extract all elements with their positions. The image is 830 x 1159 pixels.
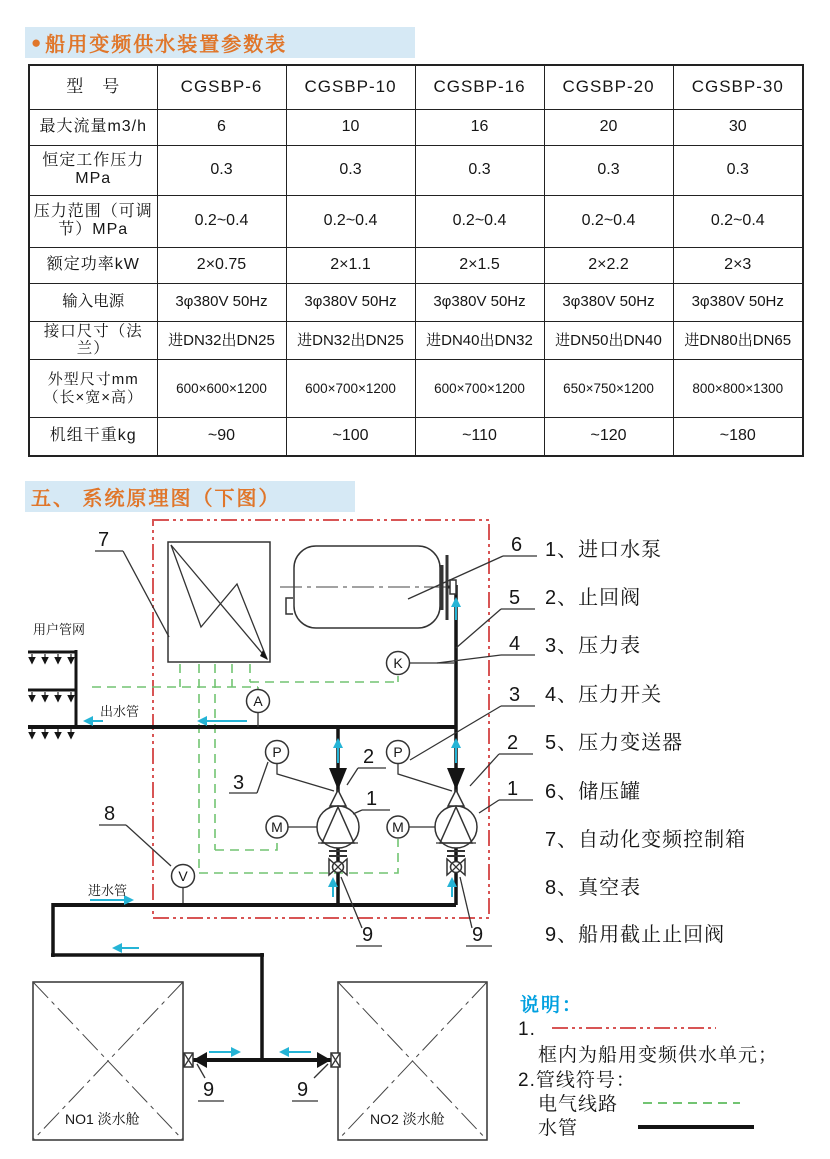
cell: 20 xyxy=(544,109,673,145)
col-header: CGSBP-20 xyxy=(544,65,673,109)
col-header: CGSBP-30 xyxy=(673,65,803,109)
callout-2-inner: 2 xyxy=(363,746,375,768)
row-label: 额定功率kW xyxy=(29,247,157,283)
vacuum-gauge-label: V xyxy=(178,868,188,884)
parameter-table xyxy=(28,64,804,457)
legend-item: 5、压力变送器 xyxy=(545,732,684,754)
callout-9-pump1: 9 xyxy=(362,924,374,946)
cell: 2×2.2 xyxy=(544,247,673,283)
pressure-gauge-label: P xyxy=(272,744,282,760)
user-network-label: 用户管网 xyxy=(33,622,86,637)
cell: 600×700×1200 xyxy=(286,360,415,418)
notes-item1-text: 框内为船用变频供水单元； xyxy=(538,1045,779,1066)
bullet-icon: ● xyxy=(31,32,42,52)
cell: 进DN80出DN65 xyxy=(673,321,803,360)
legend-item: 1、进口水泵 xyxy=(545,539,663,561)
col-header: CGSBP-16 xyxy=(415,65,544,109)
cell: 2×1.1 xyxy=(286,247,415,283)
inlet-pipe-label: 进水管 xyxy=(88,883,128,898)
cell: 6 xyxy=(157,109,286,145)
notes-item1-num: 1. xyxy=(518,1019,536,1040)
legend-item: 2、止回阀 xyxy=(545,587,642,609)
table-row xyxy=(29,360,803,418)
cell: 0.3 xyxy=(286,145,415,195)
cell: 0.3 xyxy=(415,145,544,195)
legend-item: 4、压力开关 xyxy=(545,684,663,706)
callout-9-tank2: 9 xyxy=(297,1079,309,1101)
cell: 800×800×1300 xyxy=(673,360,803,418)
cell: ~180 xyxy=(673,418,803,456)
electric-line-label: 电气线路 xyxy=(538,1094,619,1115)
cell: 600×700×1200 xyxy=(415,360,544,418)
notes-block xyxy=(518,993,778,1139)
outlet-pipe-label: 出水管 xyxy=(100,704,140,719)
cell: 3φ380V 50Hz xyxy=(415,283,544,321)
callout-9-tank1: 9 xyxy=(203,1079,215,1101)
system-schematic xyxy=(0,510,830,1159)
cell: 0.3 xyxy=(544,145,673,195)
cell: 0.2~0.4 xyxy=(415,195,544,247)
motor-label: M xyxy=(271,819,283,835)
row-label: 外型尺寸mm（长×宽×高） xyxy=(29,360,157,418)
cell: 0.3 xyxy=(673,145,803,195)
check-valve-icon xyxy=(329,768,347,790)
row-label: 最大流量m3/h xyxy=(29,109,157,145)
callout-1: 1 xyxy=(507,778,519,800)
row-label: 输入电源 xyxy=(29,283,157,321)
table-row xyxy=(29,195,803,247)
legend-item: 9、船用截止止回阀 xyxy=(545,924,726,946)
cell: 0.2~0.4 xyxy=(673,195,803,247)
table-row xyxy=(29,109,803,145)
col-header: CGSBP-10 xyxy=(286,65,415,109)
meter-a-label: A xyxy=(253,693,263,709)
callout-3: 3 xyxy=(509,684,521,706)
section-heading-schematic xyxy=(25,481,355,512)
row-label: 接口尺寸（法兰） xyxy=(29,321,157,360)
motor-label: M xyxy=(392,819,404,835)
pressure-gauge-label: P xyxy=(393,744,403,760)
callout-6: 6 xyxy=(511,534,523,556)
callout-8: 8 xyxy=(104,803,116,825)
cell: 3φ380V 50Hz xyxy=(157,283,286,321)
cell: 10 xyxy=(286,109,415,145)
pressure-switch-label: K xyxy=(393,655,403,671)
row-label: 机组干重kg xyxy=(29,418,157,456)
cell: 16 xyxy=(415,109,544,145)
vfd-control-box xyxy=(168,542,270,662)
cell: 600×600×1200 xyxy=(157,360,286,418)
cell: 进DN50出DN40 xyxy=(544,321,673,360)
cell: 0.3 xyxy=(157,145,286,195)
cell: 进DN32出DN25 xyxy=(286,321,415,360)
col-header-model: 型 号 xyxy=(29,65,157,109)
row-label: 压力范围（可调节）MPa xyxy=(29,195,157,247)
legend-item: 7、自动化变频控制箱 xyxy=(545,829,747,851)
cell: ~120 xyxy=(544,418,673,456)
legend-item: 3、压力表 xyxy=(545,635,642,657)
cell: 0.2~0.4 xyxy=(544,195,673,247)
cell: ~90 xyxy=(157,418,286,456)
tank1-label: NO1 淡水舱 xyxy=(65,1111,140,1127)
callout-2: 2 xyxy=(507,732,519,754)
table-row xyxy=(29,283,803,321)
legend-item: 6、储压罐 xyxy=(545,781,642,803)
callout-7: 7 xyxy=(98,529,110,551)
cell: ~110 xyxy=(415,418,544,456)
notes-title: 说明： xyxy=(520,995,584,1016)
schematic-title: 五、 系统原理图（下图） xyxy=(31,488,281,510)
cell: 3φ380V 50Hz xyxy=(544,283,673,321)
table-row xyxy=(29,321,803,360)
water-pipe-label: 水管 xyxy=(538,1118,579,1139)
cell: 0.2~0.4 xyxy=(157,195,286,247)
notes-item2: 2.管线符号： xyxy=(518,1070,636,1091)
table-row xyxy=(29,145,803,195)
pressure-tank xyxy=(280,546,456,628)
pump-1-assembly xyxy=(266,741,360,876)
cell: 进DN40出DN32 xyxy=(415,321,544,360)
cell: 30 xyxy=(673,109,803,145)
table-row xyxy=(29,247,803,283)
table-header-row xyxy=(29,65,803,109)
table-row xyxy=(29,418,803,456)
cell: 0.2~0.4 xyxy=(286,195,415,247)
legend-list xyxy=(545,538,746,946)
callout-9-pump2: 9 xyxy=(472,924,484,946)
callout-5: 5 xyxy=(509,587,521,609)
legend-item: 8、真空表 xyxy=(545,877,642,899)
col-header: CGSBP-6 xyxy=(157,65,286,109)
callout-1-inner: 1 xyxy=(366,788,378,810)
check-valve-icon xyxy=(447,768,465,790)
callout-4: 4 xyxy=(509,633,521,655)
row-label: 恒定工作压力MPa xyxy=(29,145,157,195)
pump-2-assembly xyxy=(387,741,478,876)
tank2-label: NO2 淡水舱 xyxy=(370,1111,445,1127)
section-heading-parameters xyxy=(25,27,415,58)
cell: 2×3 xyxy=(673,247,803,283)
callout-3-inner: 3 xyxy=(233,772,245,794)
cell: 进DN32出DN25 xyxy=(157,321,286,360)
cell: 650×750×1200 xyxy=(544,360,673,418)
cell: 2×1.5 xyxy=(415,247,544,283)
cell: 3φ380V 50Hz xyxy=(286,283,415,321)
cell: 2×0.75 xyxy=(157,247,286,283)
cell: ~100 xyxy=(286,418,415,456)
parameters-title: 船用变频供水装置参数表 xyxy=(45,34,288,56)
cell: 3φ380V 50Hz xyxy=(673,283,803,321)
